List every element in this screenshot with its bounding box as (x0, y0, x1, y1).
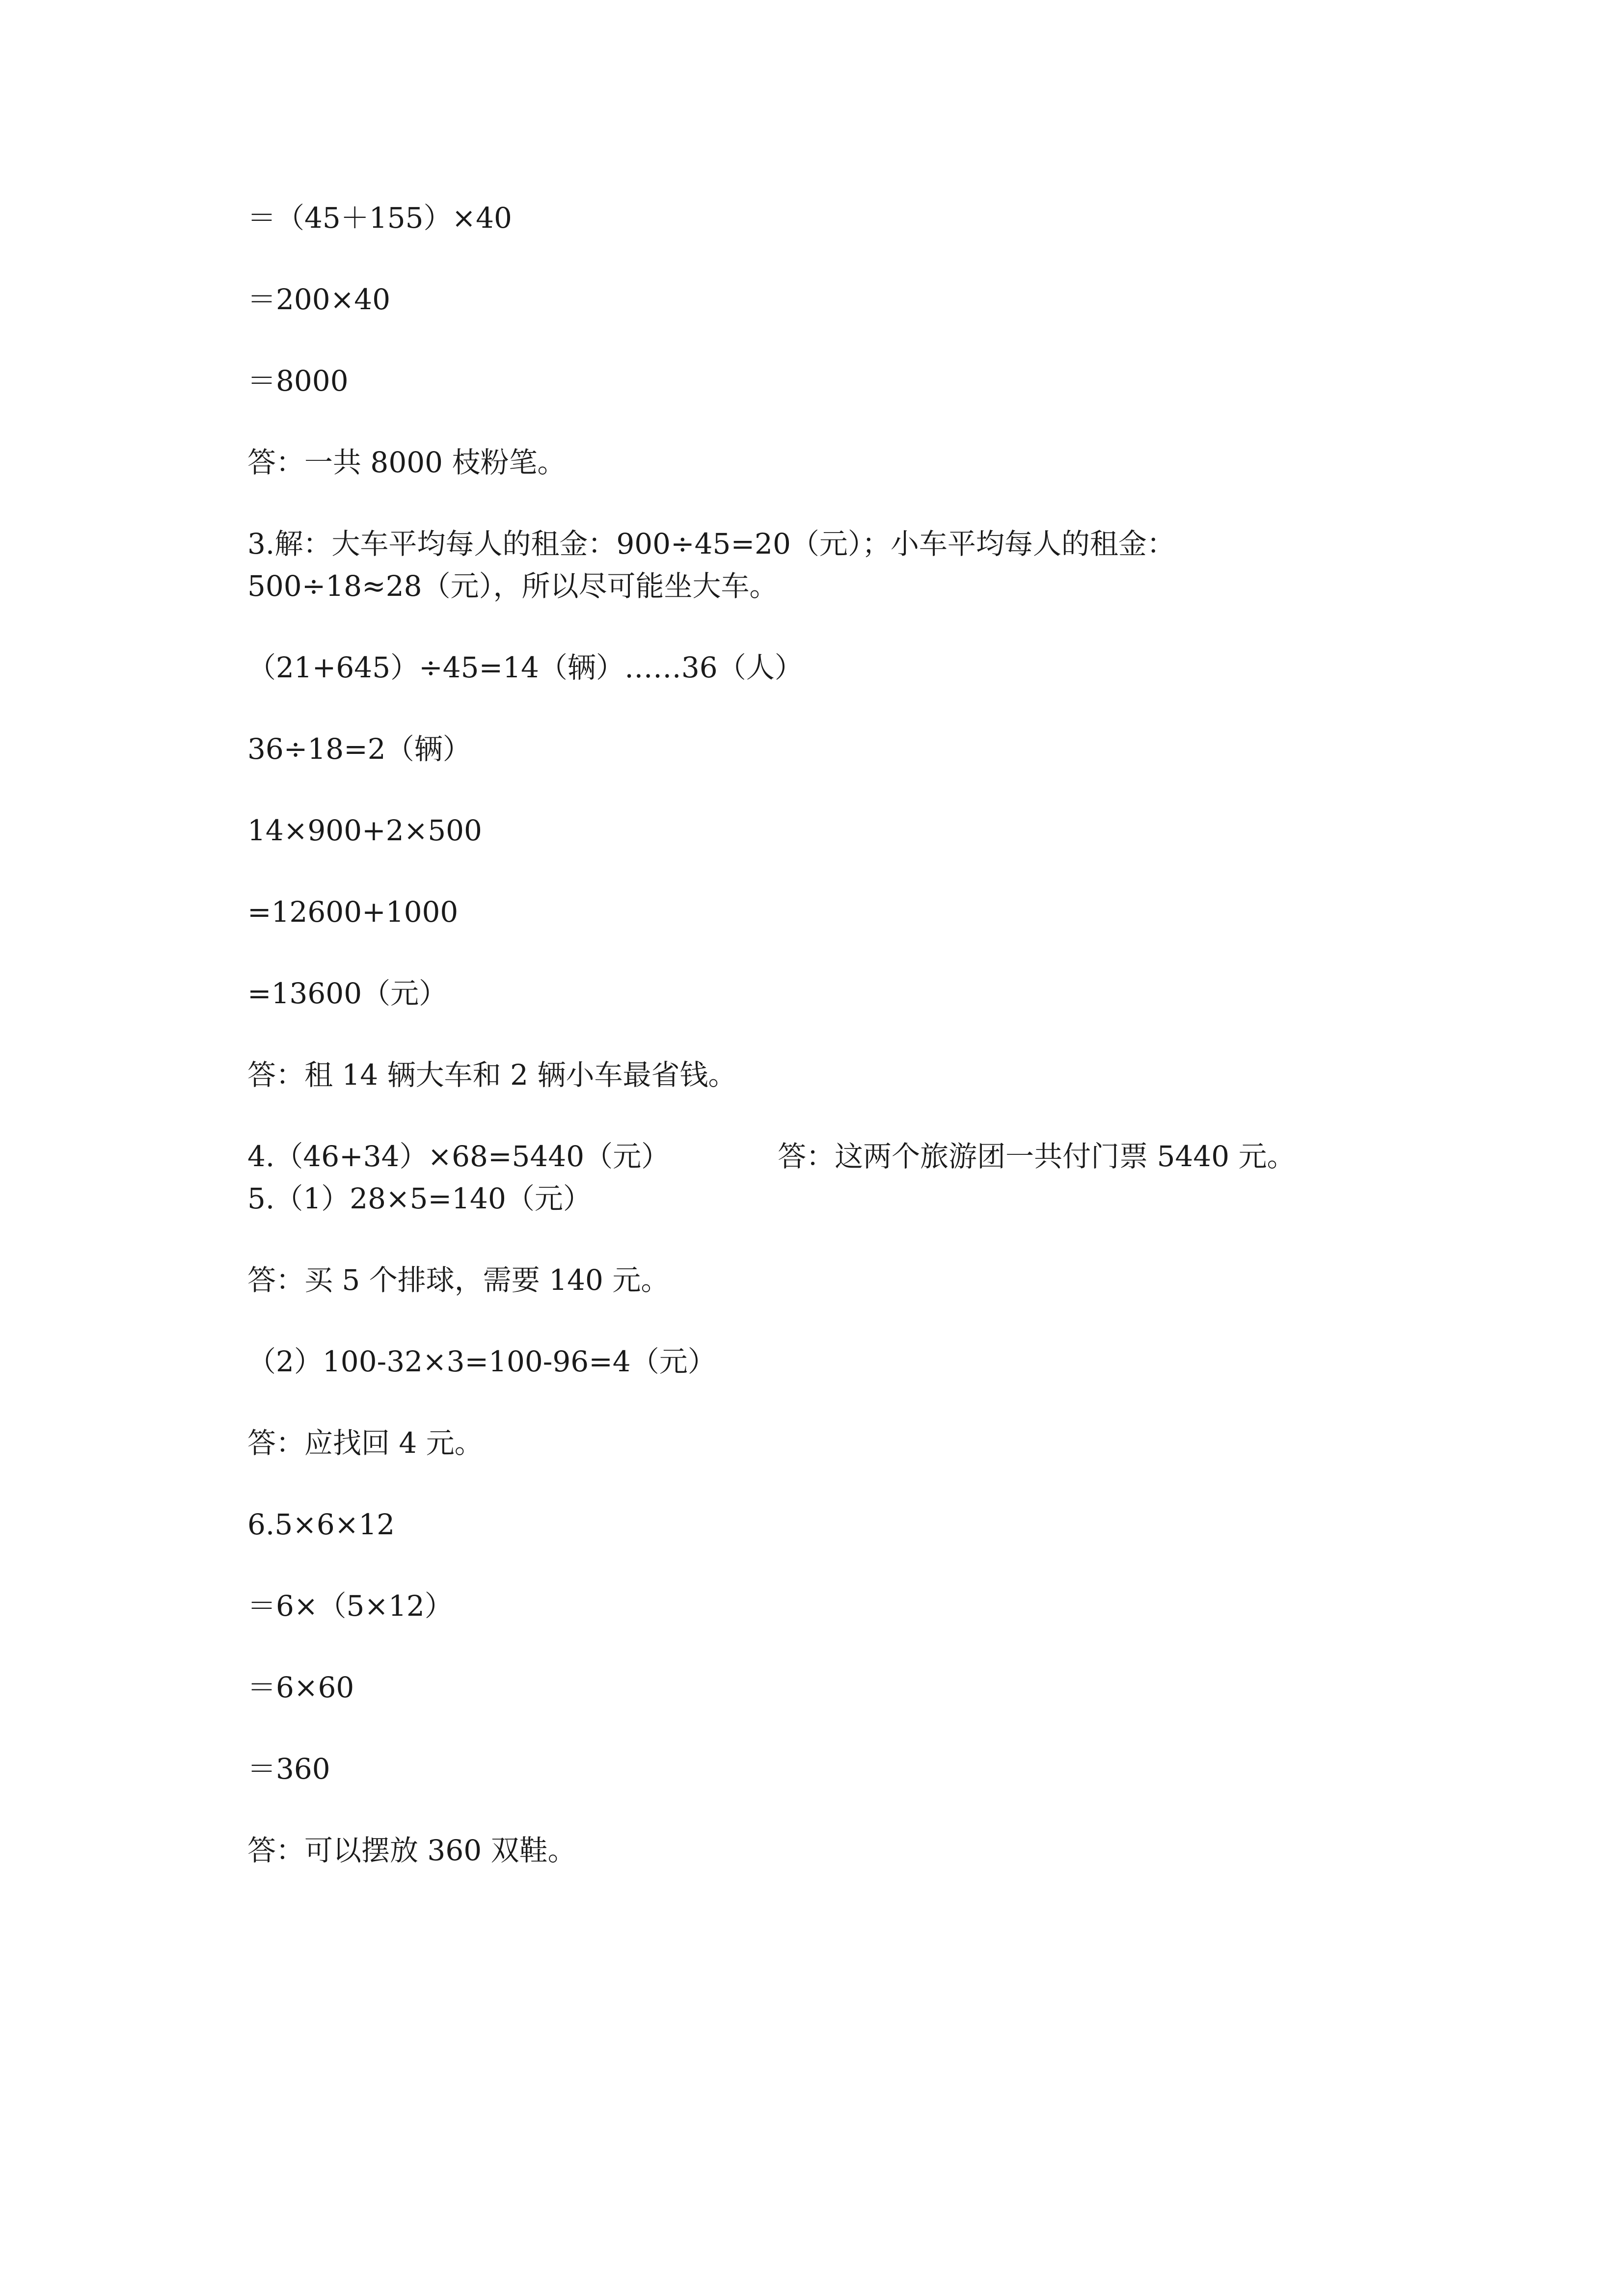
problem-4-calc: 4.（46+34）×68=5440（元） (247, 1140, 670, 1173)
answer-line: 答：应找回 4 元。 (247, 1426, 483, 1460)
calc-line: ＝8000 (247, 364, 349, 398)
solution-line: 500÷18≈28（元），所以尽可能坐大车。 (247, 569, 778, 603)
calc-line: （2）100-32×3=100-96=4（元） (247, 1345, 716, 1378)
calc-line: ＝360 (247, 1752, 330, 1786)
answer-line: 答：租 14 辆大车和 2 辆小车最省钱。 (247, 1058, 737, 1092)
problem-4-line (247, 1139, 1296, 1174)
calc-line: （21+645）÷45=14（辆）……36（人） (247, 651, 803, 684)
problem-4-answer: 答：这两个旅游团一共付门票 5440 元。 (778, 1140, 1296, 1173)
answer-line: 答：一共 8000 枝粉笔。 (247, 446, 566, 479)
calc-line: =12600+1000 (247, 895, 459, 929)
solution-line: 3.解：大车平均每人的租金：900÷45=20（元）；小车平均每人的租金： (247, 527, 1175, 561)
calc-line: ＝（45＋155）×40 (247, 201, 512, 235)
answer-line: 答：可以摆放 360 双鞋。 (247, 1834, 576, 1867)
calc-line: =13600（元） (247, 977, 448, 1010)
calc-line: ＝6×60 (247, 1671, 354, 1704)
calc-line: ＝6×（5×12） (247, 1589, 453, 1623)
answer-line: 答：买 5 个排球，需要 140 元。 (247, 1263, 670, 1297)
calc-line: 14×900+2×500 (247, 814, 482, 847)
calc-line: 36÷18=2（辆） (247, 732, 471, 766)
calc-line: 5.（1）28×5=140（元） (247, 1182, 592, 1215)
calc-line: ＝200×40 (247, 283, 391, 316)
calc-line: 6.5×6×12 (247, 1508, 395, 1541)
